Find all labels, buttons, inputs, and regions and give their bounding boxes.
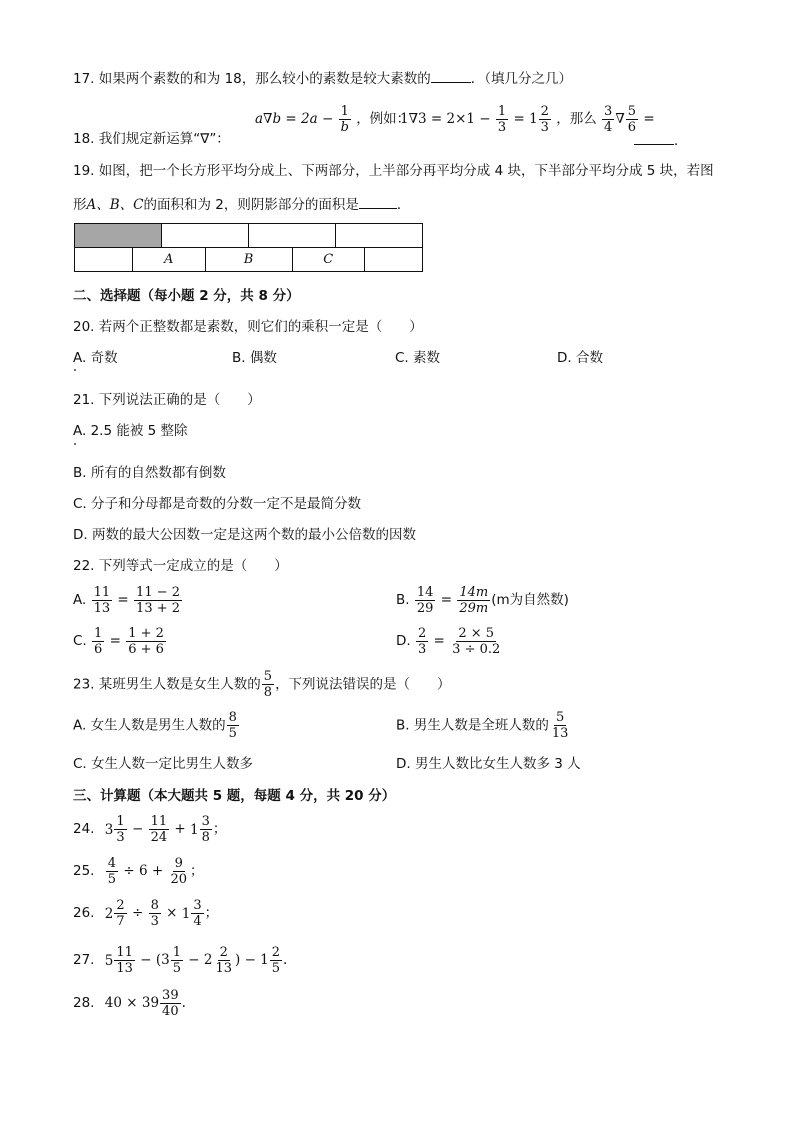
denominator: 6	[94, 642, 103, 657]
numerator: 3	[193, 898, 202, 913]
section-heading: 二、选择题（每小题 2 分，共 8 分）	[73, 288, 300, 304]
numerator: 2	[540, 104, 549, 119]
section-heading: 三、计算题（本大题共 5 题，每题 4 分，共 20 分）	[73, 788, 396, 804]
numerator: 14	[416, 585, 434, 600]
block-label: B	[243, 252, 254, 267]
question-27	[73, 945, 287, 976]
option-text: 素数	[413, 350, 441, 366]
question-text: 下列等式一定成立的是（ ）	[98, 558, 288, 574]
denominator: 3 ÷ 0.2	[452, 642, 501, 657]
option-c	[73, 755, 253, 773]
operator: − 2	[188, 952, 213, 968]
option-b	[232, 349, 277, 367]
numerator: 8	[150, 898, 159, 913]
question-text: 若两个正整数都是素数，则它们的乘积一定是（ ）	[98, 319, 423, 335]
numerator: 5	[555, 710, 565, 725]
numerator: 5	[263, 669, 273, 684]
option-text: 所有的自然数都有倒数	[90, 465, 226, 481]
question-23	[73, 669, 451, 700]
option-a	[73, 349, 118, 367]
option-text: 男生人数是全班人数的	[413, 717, 549, 734]
fraction	[262, 669, 274, 700]
whole: 3	[104, 821, 114, 838]
top-block	[162, 224, 249, 248]
denominator: 5	[172, 961, 181, 976]
denominator: 3	[540, 120, 549, 135]
option-d: D. $\frac{2}{3}$ = $\frac{2 \times 5}{3 \div 0.2}$	[396, 626, 501, 657]
option-key: C.	[395, 350, 409, 366]
denominator: 13	[215, 961, 233, 976]
fraction	[416, 626, 428, 657]
equals: =	[643, 111, 655, 127]
numerator: 1	[497, 104, 507, 119]
option-text: 奇数	[90, 350, 118, 366]
mixed-number	[182, 898, 205, 929]
denominator: 5	[271, 961, 281, 976]
option-b: B. $\frac{14}{29}$ = $\frac{14m}{29m}$ (m为自然数)	[396, 585, 569, 616]
shaded-block	[75, 224, 162, 248]
top-block	[249, 224, 336, 248]
question-tail: ；	[190, 863, 204, 879]
denominator: 40	[162, 1004, 179, 1019]
denominator: 4	[193, 914, 202, 929]
question-tail: ．	[396, 197, 411, 213]
denominator: 29	[416, 601, 434, 616]
expression: 40 × 39	[104, 995, 160, 1011]
operator: ) − 1	[235, 952, 269, 968]
question-number: 27.	[73, 952, 95, 968]
question-text: 某班男生人数是女生人数的	[98, 676, 261, 693]
option-text: 偶数	[249, 350, 277, 366]
denominator: 3	[116, 830, 125, 845]
option-text: 男生人数比女生人数多 3 人	[414, 756, 581, 772]
fraction	[168, 856, 189, 887]
numerator: 14m	[459, 585, 489, 600]
fraction	[149, 814, 170, 845]
bottom-block	[75, 248, 133, 272]
nabla-symbol: ∇	[200, 131, 210, 147]
denominator: 24	[150, 830, 168, 845]
question-number: 28.	[73, 995, 95, 1011]
numerator: 1	[172, 945, 181, 960]
bottom-block-a	[133, 248, 206, 272]
numerator: 11	[116, 945, 133, 960]
option-c	[73, 495, 361, 513]
option-key: D.	[73, 527, 88, 543]
numerator: 11	[93, 585, 111, 600]
denominator: 5	[228, 726, 237, 741]
operator: ×	[166, 905, 178, 921]
mixed-number	[190, 814, 213, 845]
option-d	[73, 526, 416, 544]
fraction	[149, 898, 161, 929]
question-tail: ．	[674, 133, 688, 149]
option-key: B.	[73, 465, 87, 481]
question-number: 17.	[73, 71, 95, 87]
denominator: 4	[604, 120, 613, 135]
mixed-number	[105, 814, 128, 845]
operator: −	[131, 821, 144, 837]
fraction	[496, 104, 508, 135]
option-a	[73, 710, 240, 741]
question-28	[73, 988, 186, 1019]
option-key: B.	[232, 350, 246, 366]
question-number: 18.	[73, 131, 95, 147]
denominator: 20	[170, 872, 187, 887]
rectangle-figure	[74, 223, 423, 272]
mark-dot	[74, 443, 76, 445]
fraction	[126, 626, 166, 657]
equals: = 1	[513, 111, 538, 127]
option-note: (m为自然数)	[491, 592, 569, 608]
question-24	[73, 814, 226, 845]
whole: 5	[104, 952, 114, 969]
formula-left: a∇b = 2a −	[255, 111, 334, 127]
denominator: 29m	[459, 601, 489, 616]
denominator: 3	[150, 914, 159, 929]
top-block	[336, 224, 423, 248]
formula-left: 1∇3 = 2×1 −	[400, 111, 491, 127]
option-text: 两数的最大公因数一定是这两个数的最小公倍数的因数	[91, 527, 416, 543]
option-d	[396, 755, 581, 773]
question-number: 21.	[73, 392, 95, 408]
fraction	[213, 945, 234, 976]
question-text: 的面积和为 2，则阴影部分的面积是	[143, 197, 359, 213]
fraction	[339, 104, 351, 135]
numerator: 2	[219, 945, 228, 960]
fraction	[602, 104, 614, 135]
numerator: 4	[107, 856, 117, 871]
fraction	[92, 585, 113, 616]
question-18-lead	[73, 130, 230, 148]
option-b	[73, 464, 226, 482]
option-b	[396, 710, 571, 741]
numerator: 39	[162, 988, 179, 1003]
denominator: 13	[551, 726, 569, 741]
question-text: 下列说法正确的是（ ）	[98, 392, 261, 408]
operator: ÷ 6 +	[123, 863, 164, 879]
option-c: C. $\frac{1}{6}$ = $\frac{1 + 2}{6 + 6}$	[73, 626, 164, 657]
question-tail: ；	[204, 905, 219, 921]
fraction	[92, 626, 104, 657]
option-key: B.	[396, 717, 410, 734]
denominator: 13	[93, 601, 111, 616]
question-number: 20.	[73, 319, 95, 335]
denominator: 13 + 2	[136, 601, 181, 616]
bottom-block	[365, 248, 423, 272]
numerator: 2	[116, 898, 125, 913]
question-number: 22.	[73, 558, 95, 574]
question-26	[73, 898, 218, 929]
option-text: 女生人数是男生人数的	[90, 717, 226, 734]
denominator: 8	[263, 685, 273, 700]
question-tail: ；	[212, 821, 227, 837]
denominator: 3	[417, 642, 427, 657]
question-25	[73, 856, 204, 887]
denominator: 6	[627, 120, 637, 135]
fraction	[450, 626, 502, 657]
bottom-block-b	[205, 248, 292, 272]
question-text: 如果两个素数的和为 18，那么较小的素数是较大素数的	[98, 71, 431, 87]
numerator: 2 × 5	[458, 626, 495, 641]
question-number: 25.	[73, 863, 95, 879]
mark-dot	[74, 369, 76, 371]
option-key: A.	[73, 592, 87, 608]
nabla-symbol: ∇	[615, 111, 625, 127]
fraction	[171, 945, 183, 976]
option-a: A. $\frac{11}{13}$ = $\frac{11 - 2}{13 + 2}$	[73, 585, 181, 616]
question-22	[73, 557, 288, 575]
numerator: 3	[201, 814, 210, 829]
question-tail: ．（填几分之几）	[470, 71, 573, 87]
question-text: ”：	[209, 131, 230, 147]
option-key: D.	[557, 350, 572, 366]
question-19-line2	[73, 194, 410, 214]
numerator: 9	[174, 856, 183, 871]
numerator: 11 − 2	[136, 585, 181, 600]
question-text: 我们规定新运算“	[98, 131, 201, 147]
mixed-number	[105, 945, 136, 976]
operator: ÷	[131, 905, 144, 921]
question-tail: .	[283, 952, 288, 968]
fraction	[227, 710, 239, 741]
question-number: 19.	[73, 163, 95, 179]
whole: 1	[181, 905, 191, 922]
numerator: 1	[94, 626, 103, 641]
denominator: 7	[116, 914, 125, 929]
option-key: C.	[73, 496, 87, 512]
question-20	[73, 318, 423, 336]
fraction	[539, 104, 551, 135]
denominator: 5	[107, 872, 117, 887]
numerator: 1	[340, 104, 349, 119]
fraction	[160, 988, 181, 1019]
question-text: 如图，把一个长方形平均分成上、下两部分，上半部分再平均分成 4 块，下半部分平均分成 5 块，若图	[98, 163, 714, 179]
option-text: 2.5 能被 5 整除	[90, 423, 188, 439]
option-key: D.	[396, 756, 411, 772]
example-formula	[400, 104, 655, 135]
question-number: 26.	[73, 905, 95, 921]
numerator: 8	[228, 710, 237, 725]
bottom-block-c	[292, 248, 365, 272]
option-key: A.	[73, 423, 87, 439]
fraction	[457, 585, 490, 616]
answer-area	[634, 130, 688, 150]
whole: 2	[104, 905, 114, 922]
option-key: C.	[73, 633, 87, 649]
option-key: A.	[73, 717, 87, 734]
answer-blank	[359, 194, 397, 209]
fraction	[106, 856, 118, 887]
definition-formula	[255, 104, 410, 135]
option-text: 分子和分母都是奇数的分数一定不是最简分数	[91, 496, 362, 512]
numerator: 11	[150, 814, 168, 829]
denominator: 3	[497, 120, 507, 135]
option-key: D.	[396, 633, 411, 649]
option-c	[395, 349, 440, 367]
question-21	[73, 391, 261, 409]
option-a	[73, 422, 188, 440]
option-key: B.	[396, 592, 410, 608]
option-key: A.	[73, 350, 87, 366]
question-text: 形	[73, 197, 87, 213]
operator: +	[174, 821, 186, 837]
numerator: 2	[271, 945, 281, 960]
option-text: 女生人数一定比男生人数多	[91, 756, 254, 772]
example-label: ，例如：	[356, 111, 411, 127]
shape-labels: A、B、C	[86, 197, 144, 213]
then-label: ，那么	[556, 111, 597, 127]
denominator: 13	[116, 961, 133, 976]
denominator: 8	[201, 830, 210, 845]
numerator: 3	[604, 104, 613, 119]
answer-blank	[634, 130, 674, 145]
operator: − (3	[140, 952, 170, 968]
option-text: 合数	[575, 350, 603, 366]
question-text: ，下列说法错误的是（ ）	[275, 676, 451, 693]
question-17	[73, 68, 572, 88]
numerator: 1 + 2	[128, 626, 164, 641]
numerator: 2	[417, 626, 427, 641]
numerator: 1	[116, 814, 125, 829]
fraction	[270, 945, 282, 976]
mixed-number	[105, 898, 128, 929]
block-label: C	[323, 252, 334, 267]
answer-blank	[431, 68, 471, 83]
fraction	[550, 710, 571, 741]
option-d	[557, 349, 603, 367]
fraction	[415, 585, 436, 616]
numerator: 5	[627, 104, 637, 119]
option-key: C.	[73, 756, 87, 772]
denominator: b	[340, 120, 349, 135]
question-number: 23.	[73, 676, 95, 693]
question-19-line1	[73, 162, 714, 180]
question-number: 24.	[73, 821, 95, 837]
fraction	[134, 585, 182, 616]
denominator: 6 + 6	[128, 642, 164, 657]
whole: 1	[190, 821, 199, 838]
block-label: A	[164, 252, 174, 267]
question-tail: .	[181, 995, 186, 1011]
